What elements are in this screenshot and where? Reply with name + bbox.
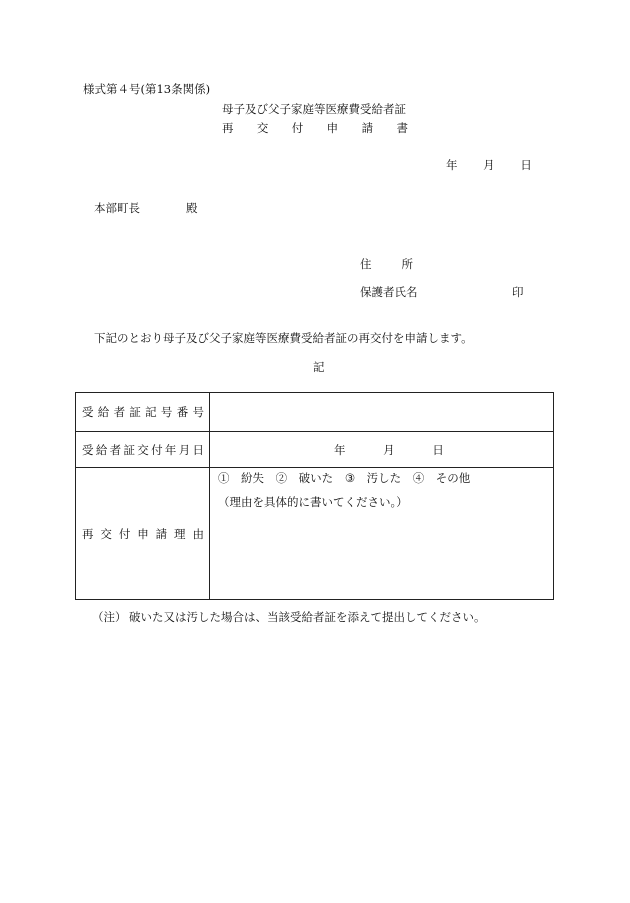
form-title-line2 [222,121,408,135]
date-month-label: 月 [483,158,495,172]
reason-option-torn[interactable]: ② 破いた [275,471,334,485]
issue-day-label: 日 [432,442,444,457]
address-label: 住 所 [360,257,413,271]
certificate-number-field[interactable] [210,393,554,432]
reason-note: （理由を具体的に書いてください。） [218,495,408,509]
title-char: 再 [222,121,234,135]
issue-date-field[interactable] [210,432,554,468]
reason-option-other[interactable]: ④ その他 [412,471,471,485]
reason-option-lost[interactable]: ① 紛失 [218,471,264,485]
guardian-name-label: 保護者氏名 [360,285,418,299]
footnote-text: 破いた又は汚した場合は、当該受給者証を添えて提出してください。 [129,610,486,624]
honorific: 殿 [186,201,198,215]
addressee: 本部町長 [94,201,140,215]
issue-month-label: 月 [383,442,395,457]
application-date [446,158,532,172]
form-title-line1: 母子及び父子家庭等医療費受給者証 [222,102,406,116]
title-char: 請 [361,121,374,135]
issue-year-label: 年 [334,442,346,457]
application-table [75,392,554,600]
date-day-label: 日 [520,158,532,172]
title-char: 書 [396,121,408,135]
ki-heading: 記 [313,360,325,374]
date-year-label: 年 [446,158,458,172]
certificate-number-label-cell: 受 給 者 証 記 号 番 号 [76,393,210,432]
reason-options [218,470,553,486]
footnote-label: （注） [92,610,127,624]
form-number: 様式第４号(第13条関係) [83,82,211,96]
reissue-reason-label-cell: 再 交 付 申 請 理 由 [76,468,210,600]
seal-label: 印 [512,285,524,299]
intro-text: 下記のとおり母子及び父子家庭等医療費受給者証の再交付を申請します。 [94,331,473,345]
title-char: 交 [256,121,269,135]
reissue-reason-field[interactable] [210,468,554,600]
title-char: 申 [326,121,339,135]
reason-option-soiled[interactable]: ③ 汚した [344,471,402,485]
title-char: 付 [291,121,304,135]
issue-date-label-cell: 受 給 者 証 交 付 年 月 日 [76,432,210,468]
